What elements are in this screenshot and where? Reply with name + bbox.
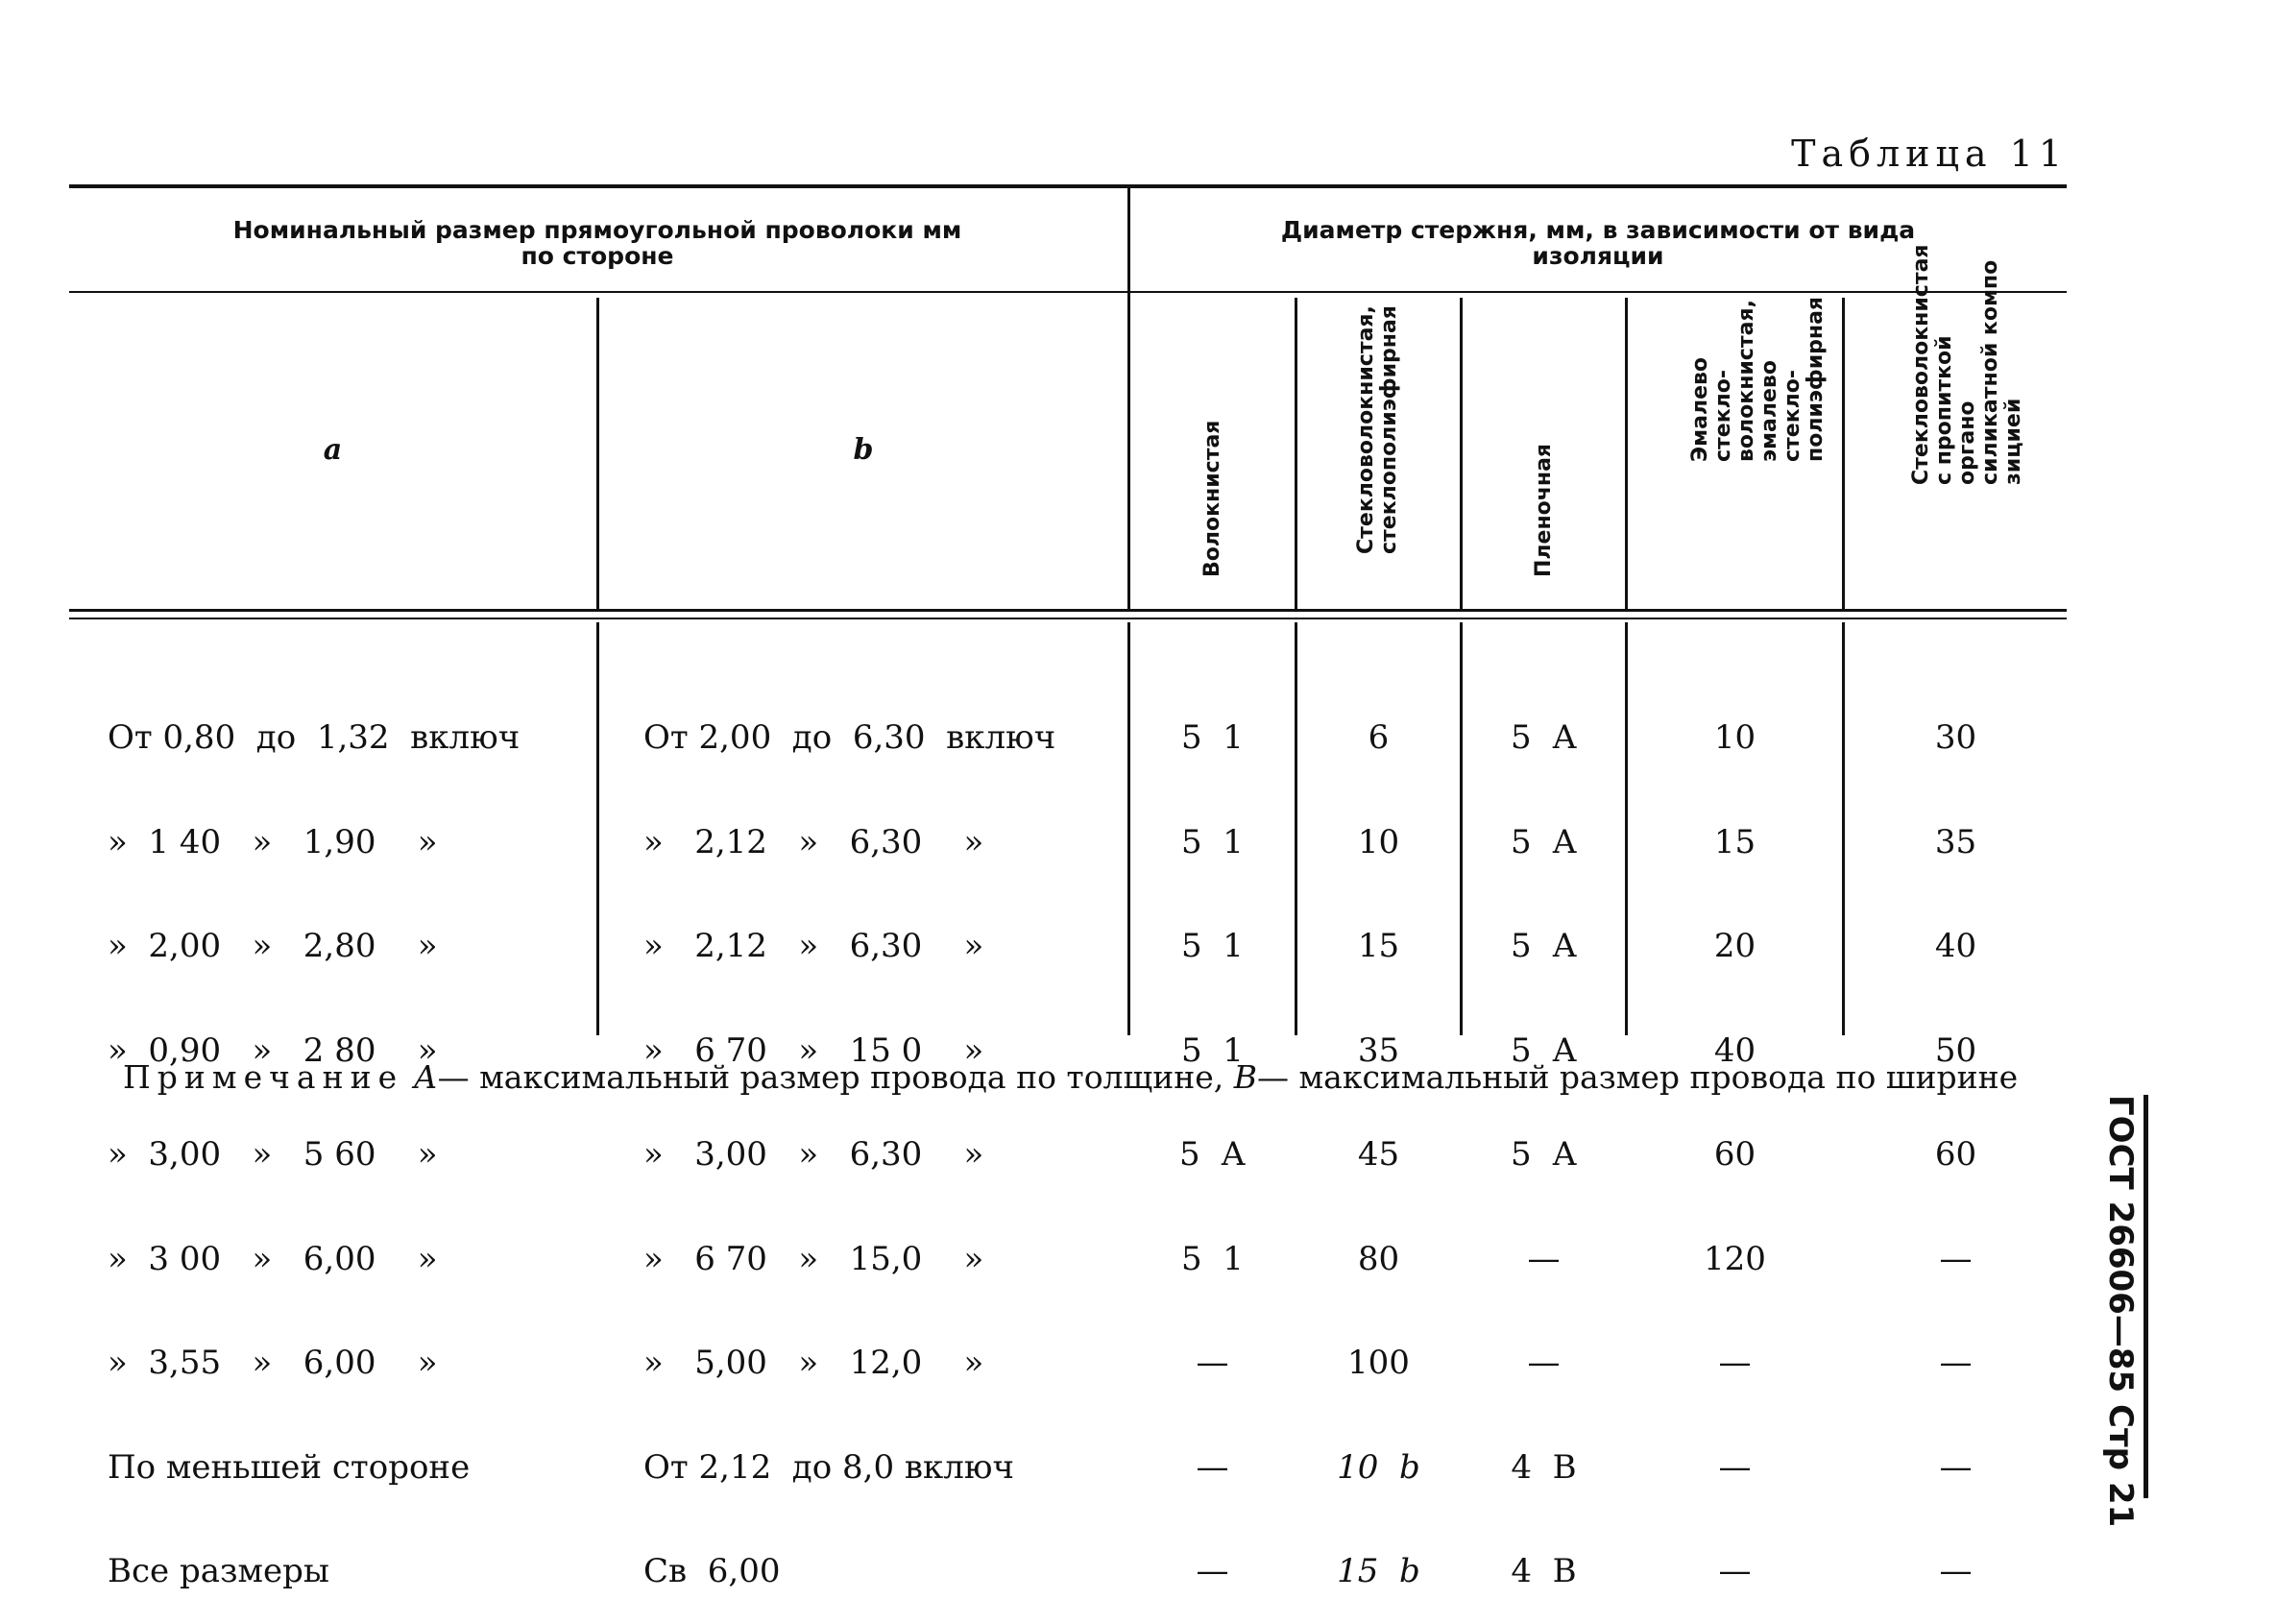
header-insulation-film: Пленочная [1531,443,1556,577]
table-cell: 60 [1934,1135,1977,1174]
footnote-symbol-b: В [1233,1058,1257,1096]
table-footnote [123,1058,2018,1096]
table-cell: 5 А [1511,1030,1577,1070]
table-cell: — [1527,1239,1561,1278]
table-cell: — [1527,1344,1561,1382]
table-top-rule [69,184,2067,188]
table-cell: 6 [1368,718,1390,757]
header-bottom-rule-1 [69,609,2067,612]
header-insulation-impregnated: Стекловолокнистая с пропиткой органо силикатной компо зицией [1908,244,2025,485]
table-cell: » 0,90 » 2 80 » [108,1030,438,1070]
table-cell: » 1 40 » 1,90 » [108,822,438,861]
table-cell: Все размеры [108,1552,329,1590]
table-cell: 20 [1713,927,1756,965]
table-cell: 40 [1713,1030,1756,1070]
table-cell: 5 А [1511,718,1577,757]
table-cell: 15 [1713,822,1756,861]
header-insulation-enamel-glassfiber: Эмалево стекло- волокнистая, эмалево стекло- полиэфирная [1687,296,1828,462]
table-cell: 50 [1934,1030,1977,1070]
table-cell: » 2,12 » 6,30 » [643,927,984,965]
header-insulation-glassfiber: Стекловолокнистая, стеклополиэфирная [1353,305,1401,554]
table-cell: От 2,12 до 8,0 включ [643,1447,1014,1487]
table-caption: Таблица 11 [1791,133,2068,175]
table-cell: 5 1 [1181,822,1244,861]
table-cell: 4 В [1511,1552,1577,1590]
table-cell: От 2,00 до 6,30 включ [643,718,1056,757]
table-cell: » 3,00 » 5 60 » [108,1135,438,1174]
table-cell: 5 А [1179,1135,1246,1174]
table-cell: 10 b [1337,1447,1420,1487]
table-cell: — [1718,1552,1752,1590]
table-cell: » 6 70 » 15 0 » [643,1030,984,1070]
side-label-rule [2144,1095,2148,1498]
header-core-diameter: Диаметр стержня, мм, в зависимости от вида изоляции [1280,216,1916,270]
header-bottom-rule-2 [69,618,2067,619]
table-cell: — [1939,1344,1973,1382]
column-film-values [1463,651,1625,1624]
column-glassfiber-values [1297,651,1460,1624]
table-cell: — [1939,1239,1973,1278]
table-cell: » 3,00 » 6,30 » [643,1135,984,1174]
vline-ab-body [596,622,599,1035]
footnote-symbol-a: А [413,1058,438,1096]
table-cell: 5 А [1511,927,1577,965]
table-cell: 5 1 [1181,1030,1244,1070]
table-cell: От 0,80 до 1,32 включ [108,718,521,757]
table-cell: 15 [1357,927,1400,965]
header-insulation-fibrous: Волокнистая [1199,420,1224,577]
header-col-a: a [323,433,343,467]
table-cell: 5 А [1511,822,1577,861]
table-cell: 5 1 [1181,718,1244,757]
table-cell: — [1196,1552,1229,1590]
table-cell: 30 [1934,718,1977,757]
table-cell: 45 [1357,1135,1400,1174]
table-cell: — [1196,1447,1229,1487]
footnote-text-b: — максимальный размер провода по ширине [1256,1058,2019,1096]
table-cell: 35 [1934,822,1977,861]
table-cell: 4 В [1511,1447,1577,1487]
column-enamel-values [1628,651,1842,1624]
standard-page-reference: ГОСТ 26606—85 Стр 21 [2101,1095,2140,1528]
table-cell: 5 1 [1181,1239,1244,1278]
table-cell: Св 6,00 [643,1552,781,1590]
column-b-values [643,651,1055,1624]
table-cell: 60 [1713,1135,1756,1174]
page-side-label [2095,1095,2153,1528]
table-cell: » 2,12 » 6,30 » [643,822,984,861]
table-cell: » 3 00 » 6,00 » [108,1239,438,1278]
table-cell: 5 1 [1181,927,1244,965]
footnote-lead: Примечание [123,1058,404,1096]
table-cell: По меньшей стороне [108,1447,471,1487]
table-cell: » 5,00 » 12,0 » [643,1344,984,1382]
footnote-text-a: — максимальный размер провода по толщине, [437,1058,1224,1096]
header-nominal-size: Номинальный размер прямоугольной проволоки мм по стороне [232,216,962,270]
table-cell: — [1718,1447,1752,1487]
table-cell: 15 b [1337,1552,1420,1590]
table-cell: — [1196,1344,1229,1382]
table-cell: » 3,55 » 6,00 » [108,1344,438,1382]
table-cell: 40 [1934,927,1977,965]
table-cell: — [1939,1552,1973,1590]
table-cell: — [1718,1344,1752,1382]
table-cell: 80 [1357,1239,1400,1278]
table-cell: » 6 70 » 15,0 » [643,1239,984,1278]
header-col-b: b [853,433,874,467]
table-cell: 35 [1357,1030,1400,1070]
header-subdivision-rule [69,291,2067,293]
table-cell: 100 [1347,1344,1410,1382]
table-cell: 10 [1357,822,1400,861]
table-cell: 10 [1713,718,1756,757]
column-fibrous-values [1130,651,1295,1624]
table-cell: 120 [1704,1239,1766,1278]
column-a-values [108,651,520,1624]
table-cell: — [1939,1447,1973,1487]
table-cell: » 2,00 » 2,80 » [108,927,438,965]
table-cell: 5 А [1511,1135,1577,1174]
column-impregnated-values [1845,651,2067,1624]
